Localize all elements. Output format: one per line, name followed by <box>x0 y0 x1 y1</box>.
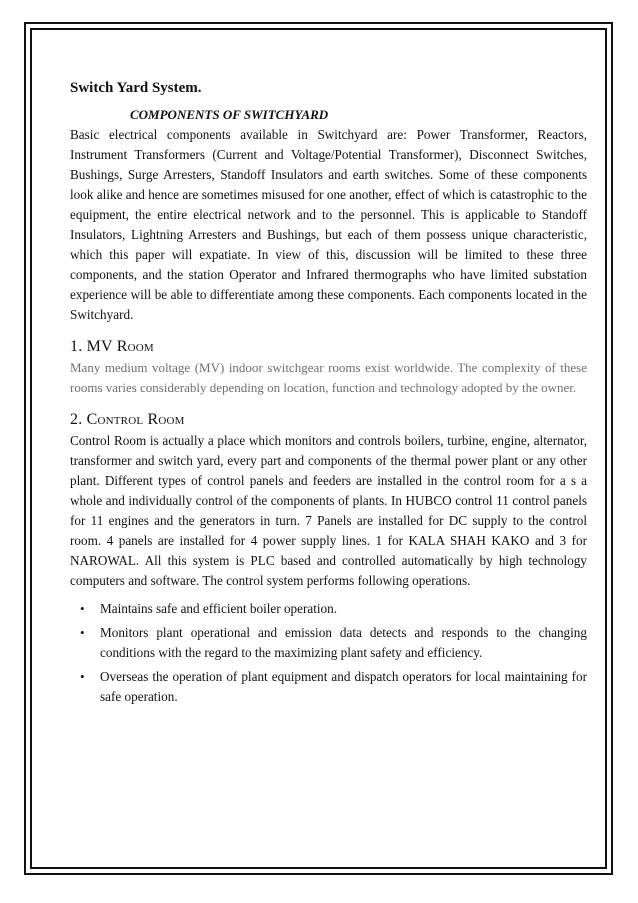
list-item-text: Monitors plant operational and emission data detects and responds to the changing conditions with the regard to the maximizing plant safety and efficiency. <box>100 625 587 660</box>
bullet-icon: • <box>80 669 85 684</box>
mv-room-paragraph: Many medium voltage (MV) indoor switchgear rooms exist worldwide. The complexity of these rooms varies considerably depending on location, function and technology adopted by the owner. <box>70 360 587 395</box>
list-item <box>80 599 587 619</box>
operations-list <box>70 599 587 707</box>
list-item-text: Overseas the operation of plant equipment and dispatch operators for local maintaining for safe operation. <box>100 669 587 704</box>
intro-paragraph: Basic electrical components available in Switchyard are: Power Transformer, Reactors, Instrument Transformers (Current and Voltage/Potential Transformer), Disconnect Switches, Bushings, Surge Arresters, Standoff Insulators and earth switches. Some of these components look alike and hence are sometimes misused for one another, effect of which is catastrophic to the equipment, the entire electrical network and to the personnel. This is applicable to Standoff Insulators, Lightning Arresters and Bushings, but each of them possess unique characteristic, which this paper will expatiate. In view of this, discussion will be limited to these three components, and the station Operator and Infrared thermographs who have limited substation experience will be able to differentiate among these components. Each components located in the Switchyard. <box>70 127 587 322</box>
bullet-icon: • <box>80 601 85 616</box>
list-item <box>80 623 587 663</box>
list-item-text: Maintains safe and efficient boiler operation. <box>100 601 338 616</box>
document-title: Switch Yard System. <box>70 80 202 96</box>
control-room-paragraph: Control Room is actually a place which monitors and controls boilers, turbine, engine, alternator, transformer and switch yard, every part and components of the thermal power plant or any other plant. Different types of control panels and feeders are installed in the control room for a s a whole and individually control of the components of plants. In HUBCO control 11 control panels for 11 engines and the generators in turn. 7 Panels are installed for DC supply to the control room. 4 panels are installed for 4 power supply lines. 1 for KALA SHAH KAKO and 3 for NAROWAL. All this system is PLC based and controlled automatically by high technology computers and software. The control system performs following operations. <box>70 433 587 588</box>
list-item <box>80 667 587 707</box>
components-subtitle: COMPONENTS OF SWITCHYARD <box>130 107 329 122</box>
section-heading-control-room: 2. Control Room <box>70 411 185 428</box>
section-heading-mv-room: 1. MV Room <box>70 338 154 355</box>
document-body <box>70 78 587 711</box>
bullet-icon: • <box>80 625 85 640</box>
